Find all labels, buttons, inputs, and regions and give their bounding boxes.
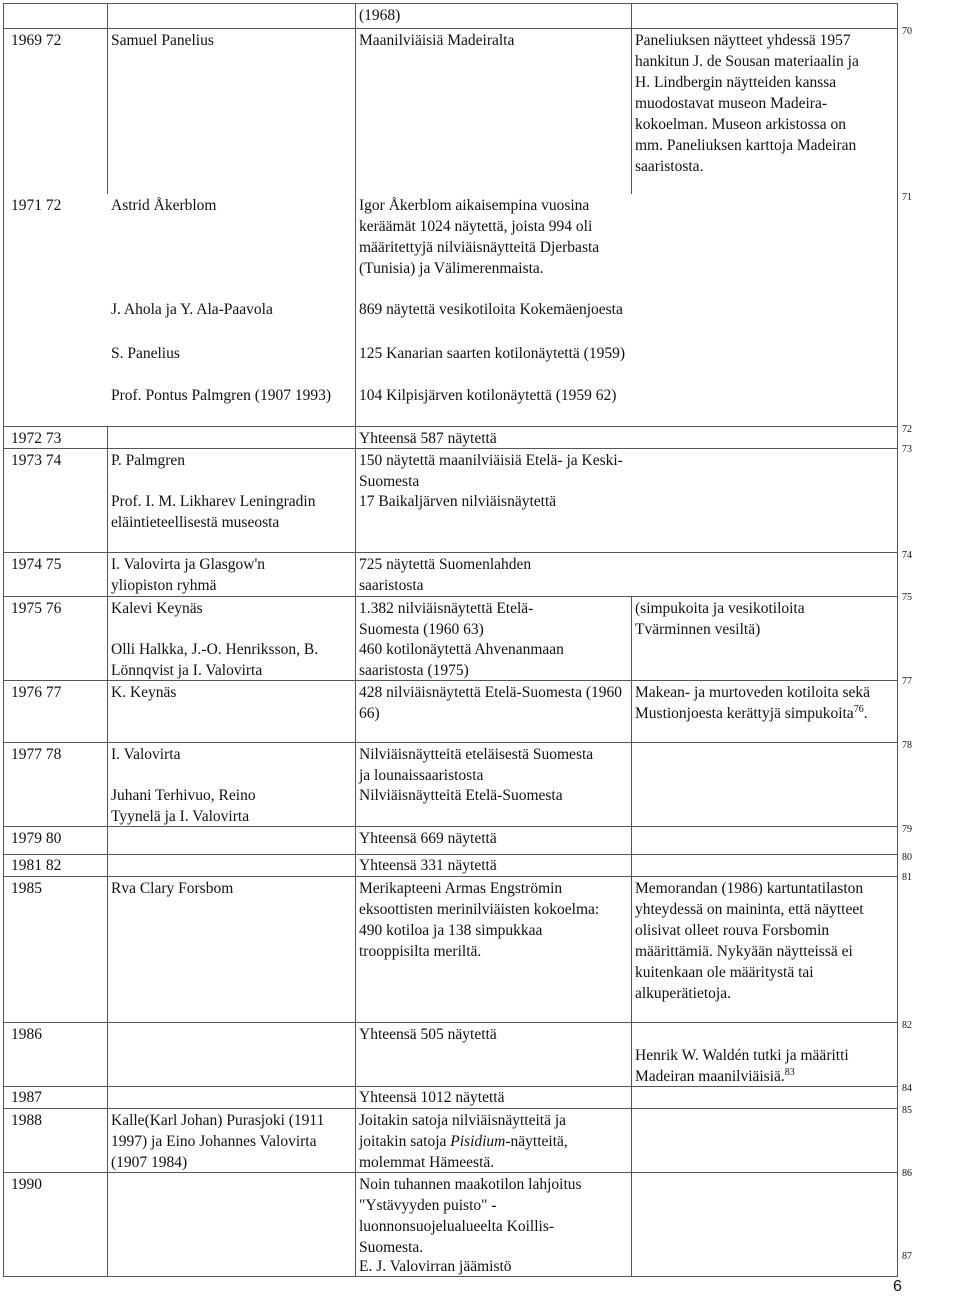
table-row: [4, 826, 897, 855]
table-row: [4, 596, 897, 639]
cell-what: Noin tuhannen maakotilon lahjoitus "Ystävyyden puisto" -luonnonsuojelualueelta Koillis-Suomesta.: [359, 1176, 582, 1256]
table-row: [4, 298, 897, 342]
cell-year: 1972 73: [11, 430, 62, 447]
table-row: [4, 1022, 897, 1085]
table-row: [4, 876, 897, 1023]
note-text: Makean- ja murtoveden kotiloita sekä Mustionjoesta kerättyjä simpukoita: [635, 684, 871, 722]
cell-who: Rva Clary Forsbom: [111, 880, 234, 897]
column-divider: [107, 426, 108, 1276]
cell-who: P. Palmgren: [111, 452, 186, 469]
cell-who: Juhani Terhivuo, Reino Tyynelä ja I. Valovirta: [111, 787, 256, 825]
cell-year: 1971 72: [11, 197, 62, 214]
cell-year: 1988: [11, 1112, 42, 1129]
cell-note: Paneliuksen näytteet yhdessä 1957 hankitun J. de Sousan materiaalin ja H. Lindbergin näytteiden kanssa muodostavat museon Madeira-kokoelman. Museon arkistossa on mm. Paneliuksen karttoja Madeiran saaristosta.: [635, 32, 859, 175]
table-row: [4, 1172, 897, 1277]
cell-year: 1977 78: [11, 746, 62, 763]
cell-who: Prof. I. M. Likharev Leningradin eläintieteellisestä museosta: [111, 493, 316, 531]
cell-year: 1976 77: [11, 684, 62, 701]
footnote-marker: 77: [902, 676, 912, 687]
table-row: [4, 1086, 897, 1109]
cell-year: 1974 75: [11, 556, 62, 573]
cell-what: Yhteensä 669 näytettä: [359, 830, 497, 847]
cell-what: 869 näytettä vesikotiloita Kokemäenjoesta: [359, 301, 623, 318]
cell-note: (simpukoita ja vesikotiloita Tvärminnen vesiltä): [635, 600, 805, 638]
cell-who: Kalevi Keynäs: [111, 600, 203, 617]
cell-year: 1990: [11, 1176, 42, 1193]
footnote-marker: 70: [902, 26, 912, 37]
cell-what: Merikapteeni Armas Engströmin eksoottisten merinilviäisten kokoelma: 490 kotiloa ja 138 simpukkaa trooppisilta meriltä.: [359, 880, 600, 960]
cell-who: Kalle(Karl Johan) Purasjoki (1911 1997) ja Eino Johannes Valovirta (1907 1984): [111, 1112, 325, 1171]
footnote-marker: 75: [902, 592, 912, 603]
table-row: [4, 784, 897, 828]
table-row: [4, 4, 897, 28]
cell-what: Yhteensä 587 näytettä: [359, 430, 497, 447]
note-tail: .: [863, 705, 868, 722]
table-row: [4, 1108, 897, 1173]
table-row: [4, 742, 897, 785]
column-divider: [631, 4, 632, 194]
cell-note: Memorandan (1986) kartuntatilaston yhteydessä on maininta, että näytteet olisivat olleet rouva Forsbomin määrittämiä. Nykyään näytteissä ei kuitenkaan ole määritystä tai alkuperätietoja.: [635, 880, 864, 1002]
cell-what: 1.382 nilviäisnäytettä Etelä-Suomesta (1960 63): [359, 600, 534, 638]
page-number: 6: [893, 1278, 902, 1295]
footnote-marker: 82: [902, 1020, 912, 1031]
cell-who: Astrid Åkerblom: [111, 197, 217, 214]
cell-who: Prof. Pontus Palmgren (1907 1993): [111, 387, 332, 404]
cell-who: Olli Halkka, J.-O. Henriksson, B. Lönnqvist ja I. Valovirta: [111, 641, 319, 679]
cell-who: Samuel Panelius: [111, 32, 214, 49]
cell-year: 1986: [11, 1026, 42, 1043]
cell-year: 1981 82: [11, 857, 62, 874]
cell-what-2: E. J. Valovirran jäämistö: [359, 1258, 512, 1275]
cell-what: Yhteensä 331 näytettä: [359, 857, 497, 874]
table-row: [4, 426, 897, 449]
footnote-ref: 76: [853, 703, 864, 715]
footnote-marker: 72: [902, 424, 912, 435]
what-italic: Pisidium: [450, 1133, 506, 1150]
cell-what: (1968): [359, 7, 401, 24]
cell-year: 1975 76: [11, 600, 62, 617]
table-row: [4, 552, 897, 597]
cell-who: J. Ahola ja Y. Ala-Paavola: [111, 301, 273, 318]
footnote-marker: 73: [902, 444, 912, 455]
column-divider: [631, 596, 632, 1276]
cell-what: Igor Åkerblom aikaisempina vuosina keräämät 1024 näytettä, joista 994 oli määritettyjä nilviäisnäytteitä Djerbasta (Tunisia) ja Välimerenmaista.: [359, 197, 600, 277]
cell-year: 1973 74: [11, 452, 62, 469]
table-row: [4, 384, 897, 426]
cell-what: 428 nilviäisnäytettä Etelä-Suomesta (1960 66): [359, 684, 623, 722]
footnote-marker: 86: [902, 1168, 912, 1179]
cell-what: Maanilviäisiä Madeiralta: [359, 32, 515, 49]
table-row: [4, 490, 897, 554]
footnote-marker: 79: [902, 824, 912, 835]
cell-what: 150 näytettä maanilviäisiä Etelä- ja Keski-Suomesta: [359, 452, 623, 490]
cell-year: 1987: [11, 1089, 42, 1106]
column-divider: [107, 4, 108, 194]
cell-year: 1969 72: [11, 32, 62, 49]
table-row: [4, 638, 897, 680]
accession-table: [3, 3, 898, 1277]
cell-what: Nilviäisnäytteitä eteläisestä Suomesta ja lounaissaaristosta: [359, 746, 594, 784]
footnote-marker: 74: [902, 550, 912, 561]
table-row: [4, 194, 897, 298]
cell-note: [635, 682, 885, 724]
cell-what: 17 Baikaljärven nilviäisnäytettä: [359, 493, 557, 510]
cell-what: 125 Kanarian saarten kotilonäytettä (1959): [359, 345, 625, 362]
table-row: [4, 342, 897, 384]
cell-what: 725 näytettä Suomenlahden saaristosta: [359, 556, 532, 594]
cell-who: S. Panelius: [111, 345, 180, 362]
cell-what: Nilviäisnäytteitä Etelä-Suomesta: [359, 787, 563, 804]
cell-what: 104 Kilpisjärven kotilonäytettä (1959 62): [359, 387, 617, 404]
cell-year: 1985: [11, 880, 42, 897]
cell-note: [635, 1045, 885, 1087]
footnote-marker: 84: [902, 1083, 912, 1094]
footnote-marker: 87: [902, 1251, 912, 1262]
column-divider: [355, 4, 356, 1276]
footnote-marker: 71: [902, 192, 912, 203]
cell-who: I. Valovirta: [111, 746, 181, 763]
footnote-ref: 83: [784, 1066, 795, 1078]
cell-what: 460 kotilonäytettä Ahvenanmaan saaristosta (1975): [359, 641, 564, 679]
cell-year: 1979 80: [11, 830, 62, 847]
table-row: [4, 28, 897, 199]
cell-who: K. Keynäs: [111, 684, 177, 701]
cell-what: Yhteensä 505 näytettä: [359, 1026, 497, 1043]
footnote-marker: 85: [902, 1105, 912, 1116]
cell-what: Yhteensä 1012 näytettä: [359, 1089, 505, 1106]
cell-who: I. Valovirta ja Glasgow'n yliopiston ryhmä: [111, 556, 266, 594]
table-row: [4, 854, 897, 877]
what-text-tail: -näytteitä, molemmat Hämeestä.: [359, 1133, 568, 1171]
table-row: [4, 448, 897, 493]
cell-what: [359, 1110, 609, 1173]
table-row: [4, 680, 897, 743]
note-text: Henrik W. Waldén tutki ja määritti Madeiran maanilviäisiä.: [635, 1047, 849, 1085]
footnote-marker: 78: [902, 740, 912, 751]
footnote-marker: 81: [902, 872, 912, 883]
what-text: Joitakin satoja nilviäisnäytteitä ja joitakin satoja: [359, 1112, 567, 1150]
footnote-marker: 80: [902, 852, 912, 863]
